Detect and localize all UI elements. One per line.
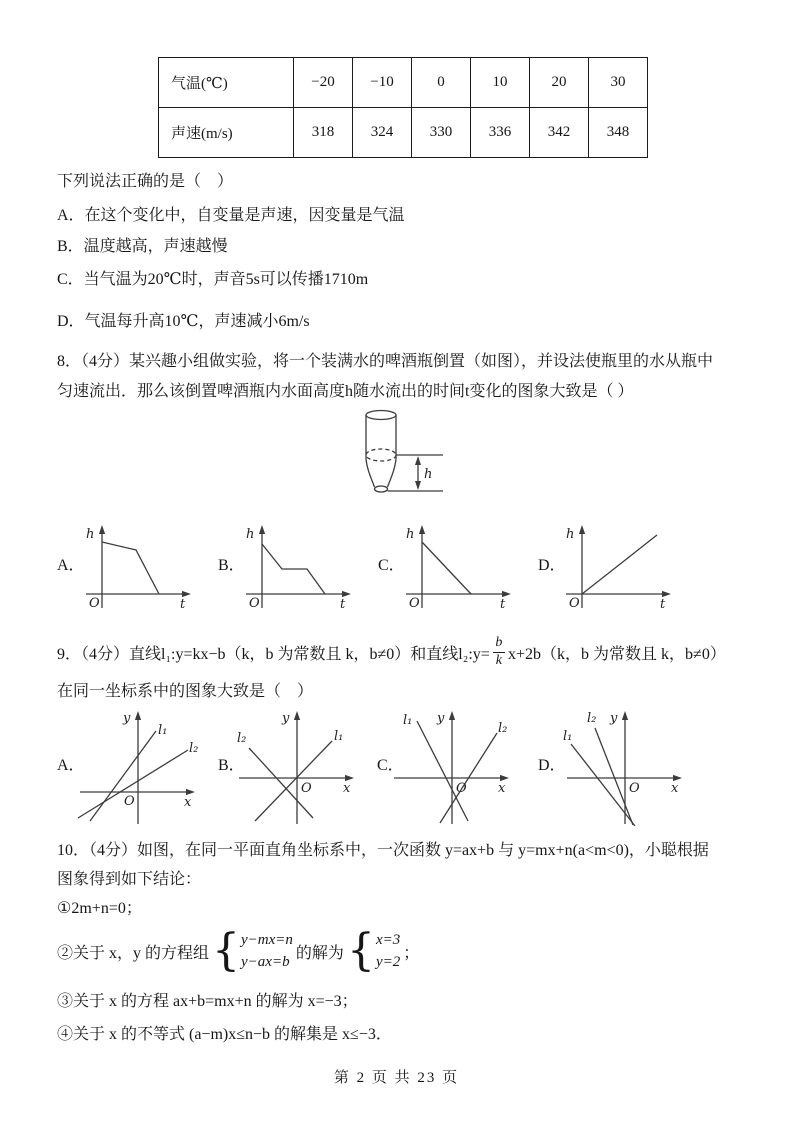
q9-option-c-label: C． <box>377 757 404 774</box>
table-cell: 20 <box>530 58 589 108</box>
fraction-denominator: k <box>493 652 505 669</box>
line-label-l2: l₂ <box>237 731 247 746</box>
q9-line1-pre: 9．（4分）直线l₁:y=kx−b（k，b 为常数且 k，b≠0）和直线l₂:y= <box>57 645 490 663</box>
q9-option-b-label: B． <box>218 757 245 774</box>
q10-conclusion-4: ④关于 x 的不等式 (a−m)x≤n−b 的解集是 x≤−3． <box>57 1026 392 1043</box>
equation-system-1 <box>212 925 293 977</box>
axis-label-t: t <box>340 597 346 612</box>
table-cell: 336 <box>471 108 530 158</box>
q10-conclusion-3: ③关于 x 的方程 ax+b=mx+n 的解为 x=−3； <box>57 993 358 1010</box>
axis-label-y: y <box>123 711 131 726</box>
q8-option-b-label: B． <box>218 557 245 574</box>
origin-label: O <box>301 781 312 796</box>
q10-conclusion-1: ①2m+n=0； <box>57 900 142 917</box>
table-cell: 0 <box>412 58 471 108</box>
q9-option-b-graph <box>235 706 365 826</box>
line-label-l1: l₁ <box>563 729 573 744</box>
q7-option-b: B．温度越高，声速越慢 <box>57 238 228 255</box>
table-cell: 324 <box>353 108 412 158</box>
q10-conclusion-2 <box>57 925 419 977</box>
table-cell: −10 <box>353 58 412 108</box>
axis-label-h: h <box>406 527 415 542</box>
system1-row1: y−mx=n <box>241 931 293 948</box>
q9-text-line1 <box>57 632 726 672</box>
axis-label-h: h <box>566 527 575 542</box>
sound-speed-table <box>158 57 648 158</box>
table-cell: 10 <box>471 58 530 108</box>
line-label-l2: l₂ <box>587 711 597 726</box>
origin-label: O <box>249 596 260 611</box>
q8-option-d-graph <box>560 522 680 614</box>
table-row <box>159 108 648 158</box>
axis-label-x: x <box>498 781 506 796</box>
q8-option-c-graph <box>400 522 520 614</box>
origin-label: O <box>89 596 100 611</box>
table-cell: 342 <box>530 108 589 158</box>
q8-option-c-label: C． <box>378 557 405 574</box>
table-row-label: 气温(℃) <box>159 58 294 108</box>
table-cell: 330 <box>412 108 471 158</box>
q9-text-line2: 在同一坐标系中的图象大致是（ ） <box>57 683 314 700</box>
inverted-bottle-figure <box>358 408 458 508</box>
axis-label-x: x <box>184 795 192 810</box>
table-cell: −20 <box>294 58 353 108</box>
q8-option-b-graph <box>240 522 360 614</box>
axis-label-y: y <box>437 711 445 726</box>
q8-text-line2: 匀速流出．那么该倒置啤酒瓶内水面高度h随水流出的时间t变化的图象大致是（ ） <box>57 383 634 400</box>
axis-label-x: x <box>671 781 679 796</box>
origin-label: O <box>124 794 135 809</box>
q10-c2-mid: 的解为 <box>295 944 344 962</box>
q8-option-a-graph <box>80 522 200 614</box>
origin-label: O <box>456 781 467 796</box>
q7-option-c: C．当气温为20℃时，声音5s可以传播1710m <box>57 271 369 288</box>
system2-row1: x=3 <box>375 931 401 948</box>
axis-label-x: x <box>343 781 351 796</box>
brace-glyph: { <box>346 925 375 977</box>
q7-option-d: D．气温每升高10℃，声速减小6m/s <box>57 313 310 330</box>
q9-option-d-label: D． <box>538 757 566 774</box>
q9-option-d-graph <box>563 706 693 826</box>
q7-option-a: A．在这个变化中，自变量是声速，因变量是气温 <box>57 207 405 224</box>
axis-label-t: t <box>660 597 666 612</box>
q10-c2-post: ； <box>403 944 420 962</box>
axis-label-t: t <box>180 597 186 612</box>
page-footer: 第 2 页 共 23 页 <box>333 1070 460 1086</box>
brace-glyph: { <box>212 925 241 977</box>
q9-line1-post: x+2b（k，b 为常数且 k，b≠0） <box>508 645 726 663</box>
line-label-l2: l₂ <box>498 721 508 736</box>
axis-label-y: y <box>610 711 618 726</box>
q9-option-c-graph <box>390 706 520 826</box>
system2-row2: y=2 <box>375 954 401 970</box>
table-row <box>159 58 648 108</box>
origin-label: O <box>409 596 420 611</box>
fraction-numerator: b <box>495 635 503 651</box>
q10-text-line1: 10．（4分）如图，在同一平面直角坐标系中，一次函数 y=ax+b 与 y=mx+n(a<m<0)，小聪根据 <box>57 842 709 859</box>
q9-option-a-label: A． <box>57 757 85 774</box>
table-row-label: 声速(m/s) <box>159 108 294 158</box>
q8-text-line1: 8．（4分）某兴趣小组做实验，将一个装满水的啤酒瓶倒置（如图），并设法使瓶里的水从瓶中 <box>57 353 714 370</box>
q8-option-d-label: D． <box>538 557 566 574</box>
origin-label: O <box>569 596 580 611</box>
q10-text-line2: 图象得到如下结论： <box>57 871 202 888</box>
table-cell: 30 <box>589 58 648 108</box>
line-label-l2: l₂ <box>189 741 199 756</box>
q8-option-a-label: A． <box>57 557 85 574</box>
equation-system-2 <box>346 925 401 977</box>
q7-prompt: 下列说法正确的是（ ） <box>57 173 234 190</box>
origin-label: O <box>629 781 640 796</box>
axis-label-y: y <box>282 711 290 726</box>
height-label-h: h <box>424 467 433 482</box>
line-label-l1: l₁ <box>334 729 344 744</box>
axis-label-h: h <box>246 527 255 542</box>
table-cell: 318 <box>294 108 353 158</box>
table-cell: 348 <box>589 108 648 158</box>
fraction-b-over-k <box>493 635 505 668</box>
line-label-l1: l₁ <box>403 713 413 728</box>
axis-label-h: h <box>86 527 95 542</box>
q10-c2-pre: ②关于 x，y 的方程组 <box>57 944 210 962</box>
axis-label-t: t <box>500 597 506 612</box>
system1-row2: y−ax=b <box>241 954 290 970</box>
line-label-l1: l₁ <box>158 723 168 738</box>
q9-option-a-graph <box>76 706 206 826</box>
